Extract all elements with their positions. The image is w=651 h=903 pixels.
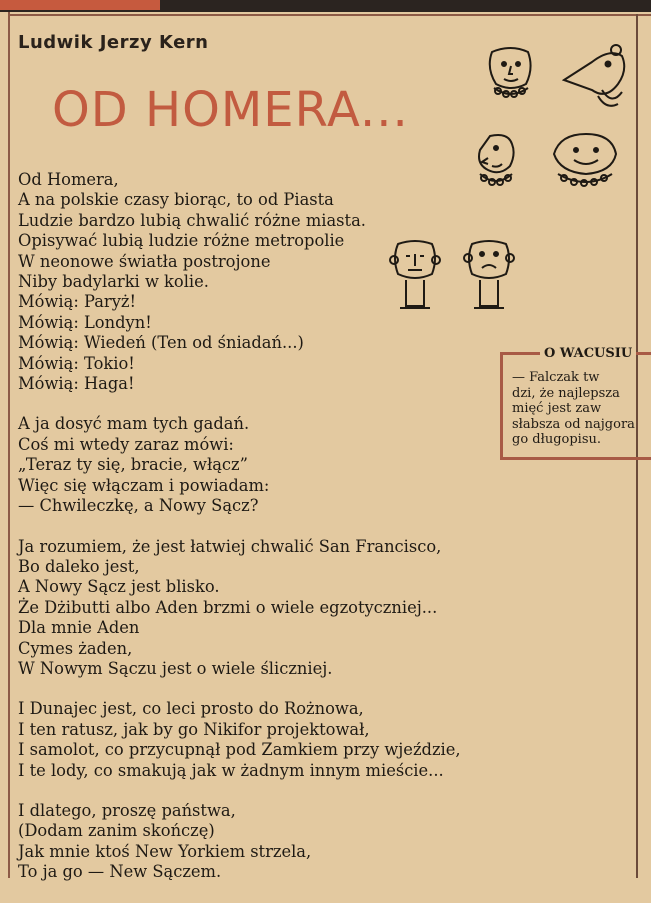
frame-left-rule bbox=[8, 12, 10, 878]
caricature-bird-icon bbox=[562, 40, 632, 112]
poem-line: I samolot, co przycupnął pod Zamkiem przy wjeździe, bbox=[18, 740, 461, 760]
poem-line: Że Dżibutti albo Aden brzmi o wiele egzotyczniej... bbox=[18, 597, 438, 617]
poem-line: Od Homera, bbox=[18, 170, 119, 189]
top-strip-accent bbox=[0, 0, 160, 10]
sidebar-line: dzi, że najlepsza bbox=[512, 385, 620, 401]
article-title: OD HOMERA... bbox=[52, 82, 409, 138]
poem-line: Mówią: Londyn! bbox=[18, 312, 152, 332]
caricature-face-icon bbox=[546, 130, 624, 192]
sidebar-line: — Falczak tw bbox=[512, 370, 600, 385]
caricature-face-icon bbox=[458, 236, 520, 314]
poem-line: I te lody, co smakują jak w żadnym innym mieście... bbox=[18, 760, 444, 780]
poem-line: I ten ratusz, jak by go Nikifor projektował, bbox=[18, 719, 370, 739]
poem-line: Dla mnie Aden bbox=[18, 618, 140, 638]
poem-line: Niby badylarki w kolie. bbox=[18, 272, 209, 292]
sidebar-text bbox=[512, 370, 635, 448]
sidebar-line: go długopisu. bbox=[512, 432, 601, 447]
sidebar-line: słabsza od najgora bbox=[512, 416, 635, 432]
poem-line: A Nowy Sącz jest blisko. bbox=[18, 577, 220, 597]
caricature-face-icon bbox=[480, 44, 542, 106]
poem-line: A ja dosyć mam tych gadań. bbox=[18, 414, 250, 434]
stanza bbox=[18, 414, 461, 516]
frame-top-rule bbox=[8, 14, 651, 16]
poem-line: Jak mnie ktoś New Yorkiem strzela, bbox=[18, 841, 312, 861]
stanza bbox=[18, 801, 461, 883]
poem-line: Ja rozumiem, że jest łatwiej chwalić San Francisco, bbox=[18, 536, 442, 556]
caricature-face-icon bbox=[384, 236, 446, 314]
poem-line: A na polskie czasy biorąc, to od Piasta bbox=[18, 190, 334, 210]
poem-line: Opisywać lubią ludzie różne metropolie bbox=[18, 231, 345, 251]
poem-line: I Dunajec jest, co leci prosto do Rożnowa, bbox=[18, 699, 364, 719]
poem-line: I dlatego, proszę państwa, bbox=[18, 800, 236, 820]
sidebar-title: O WACUSIU bbox=[540, 346, 636, 361]
poem-line: Mówią: Tokio! bbox=[18, 353, 135, 373]
poem-line: W Nowym Sączu jest o wiele śliczniej. bbox=[18, 658, 333, 678]
poem-line: To ja go — New Sączem. bbox=[18, 862, 222, 882]
poem-line: Mówią: Wiedeń (Ten od śniadań...) bbox=[18, 333, 304, 353]
stanza bbox=[18, 537, 461, 680]
author-name: Ludwik Jerzy Kern bbox=[18, 32, 209, 53]
caricature-face-icon bbox=[470, 130, 532, 192]
poem-line: W neonowe światła postrojone bbox=[18, 251, 271, 271]
poem-line: Bo daleko jest, bbox=[18, 556, 140, 576]
poem-line: „Teraz ty się, bracie, włącz” bbox=[18, 455, 248, 475]
poem-line: Ludzie bardzo lubią chwalić różne miasta. bbox=[18, 210, 366, 230]
sidebar-line: mięć jest zaw bbox=[512, 401, 602, 416]
stanza bbox=[18, 699, 461, 781]
poem-line: Mówią: Paryż! bbox=[18, 292, 137, 312]
poem-line: (Dodam zanim skończę) bbox=[18, 821, 215, 841]
poem-line: Mówią: Haga! bbox=[18, 374, 135, 394]
top-strip bbox=[0, 0, 651, 12]
poem-line: Coś mi wtedy zaraz mówi: bbox=[18, 434, 234, 454]
poem-line: Cymes żaden, bbox=[18, 638, 133, 658]
poem-line: — Chwileczkę, a Nowy Sącz? bbox=[18, 496, 259, 516]
poem-line: Więc się włączam i powiadam: bbox=[18, 475, 270, 495]
